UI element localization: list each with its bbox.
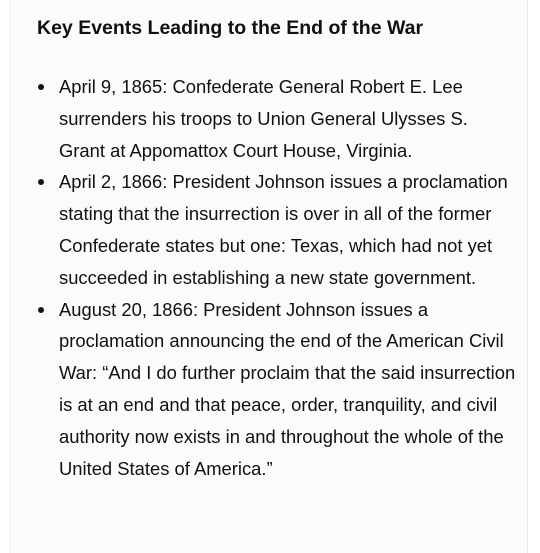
bullet-icon [38, 84, 44, 90]
event-text: April 9, 1865: Confederate General Robert E. Lee surrenders his troops to Union General Ulysses S. Grant at Appomattox Court House, Virginia. [59, 76, 468, 161]
event-text: August 20, 1866: President Johnson issues a proclamation announcing the end of the American Civil War: “And I do further proclaim that the said insurrection is at an end and that peace, order, tranquility, and civil authority now exists in and throughout the whole of the United States of America.” [59, 298, 516, 479]
section-heading: Key Events Leading to the End of the War [37, 17, 424, 39]
events-list [59, 71, 517, 484]
list-item-event-1 [59, 71, 517, 166]
event-text: April 2, 1866: President Johnson issues a proclamation stating that the insurrection is over in all of the former Confederate states but one: Texas, which had not yet succeeded in establishing a new state government. [59, 171, 508, 288]
list-item-event-2 [59, 166, 517, 293]
list-item-event-3 [59, 294, 517, 485]
bullet-icon [38, 307, 44, 313]
